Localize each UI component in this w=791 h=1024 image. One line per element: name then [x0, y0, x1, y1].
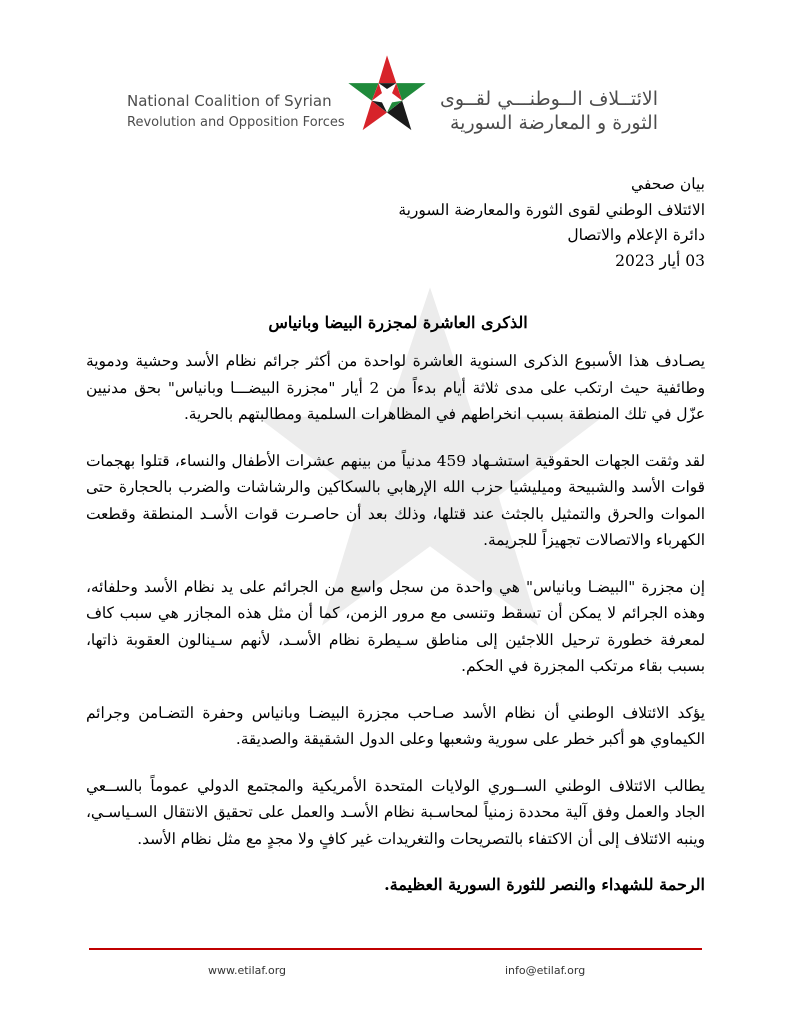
paragraph: يصـادف هذا الأسبوع الذكرى السنوية العاشرة لواحدة من أكثر جرائم نظام الأسد وحشية ودموية وطائفية حيث ارتكب على مدى ثلاثة أيام بدءاً من 2 أيار "مجزرة البيضـــا وبانياس" بحق مدنيين عزّل في تلك المنطقة بسبب انخراطهم في المظاهرات السلمية ومطالبتهم بالحرية.	[86, 352, 705, 423]
statement-title: الذكرى العاشرة لمجزرة البيضا وبانياس	[268, 313, 528, 332]
org-name-english	[127, 92, 345, 132]
statement-body	[86, 348, 705, 898]
org-name-arabic	[438, 88, 658, 134]
footer-divider	[89, 948, 702, 950]
issuer: الائتلاف الوطني لقوى الثورة والمعارضة السورية	[398, 200, 705, 219]
coalition-star-logo-icon	[345, 52, 429, 136]
statement-meta	[398, 172, 705, 274]
paragraph: يؤكد الائتلاف الوطني أن نظام الأسد صـاحب مجزرة البيضـا وبانياس وحفرة التضـامن وجرائم الكيماوي هو أكبر خطر على سورية وشعبها وعلى الدول الشقيقة والصديقة.	[86, 703, 705, 748]
department: دائرة الإعلام والاتصال	[567, 226, 705, 244]
doc-type: بيان صحفي	[631, 175, 705, 193]
closing-line: الرحمة للشهداء والنصر للثورة السورية العظيمة.	[384, 875, 705, 894]
date: 03 أيار 2023	[615, 251, 705, 270]
letterhead	[0, 0, 791, 150]
org-name-arabic-line2: الثورة و المعارضة السورية	[449, 112, 658, 134]
paragraph: إن مجزرة "البيضـا وبانياس" هي واحدة من سجل واسع من الجرائم على يد نظام الأسد وحلفائه، وهذه الجرائم لا يمكن أن تسقط وتنسى مع مرور الزمن، كما أن مثل هذه المجازر هي سبب كاف لمعرفة خطورة ترحيل اللاجئين إلى مناطق سـيطرة نظام الأسـد، لأنهم سـينالون العقوبة ذاتها، بسبب بقاء مرتكب المجزرة في الحكم.	[86, 577, 705, 675]
footer-website-link[interactable]: www.etilaf.org	[208, 964, 287, 977]
org-name-english-line1: National Coalition of Syrian	[127, 92, 332, 110]
org-name-english-line2: Revolution and Opposition Forces	[127, 115, 345, 130]
org-name-arabic-line1: الائتــلاف الــوطنـــي لقــوى	[439, 88, 658, 110]
paragraph: يطالب الائتلاف الوطني الســوري الولايات المتحدة الأمريكية والمجتمع الدولي عموماً بالســعي الجاد والعمل وفق آلية محددة زمنياً لمحاسـبة نظام الأسـد والعمل على تحقيق الانتقال السـياسـي، وينبه الائتلاف إلى أن الاكتفاء بالتصريحات والتغريدات غير كافٍ ولا مجدٍ مع مثل نظام الأسد.	[86, 776, 705, 848]
paragraph: لقد وثقت الجهات الحقوقية استشـهاد 459 مدنياً من بينهم عشرات الأطفال والنساء، قتلوا بهجمات قوات الأسد والشبيحة وميليشيا حزب الله الإرهابي بالسكاكين والرشاشات والضرب بالحجارة حتى الموات والحرق والتمثيل بالجثث عند قتلها، وذلك بعد أن حاصـرت قوات الأسـد المنطقة وقطعت الكهرباء والاتصالات تجهيزاً للجريمة.	[86, 451, 705, 549]
footer-email-link[interactable]: info@etilaf.org	[505, 964, 586, 977]
